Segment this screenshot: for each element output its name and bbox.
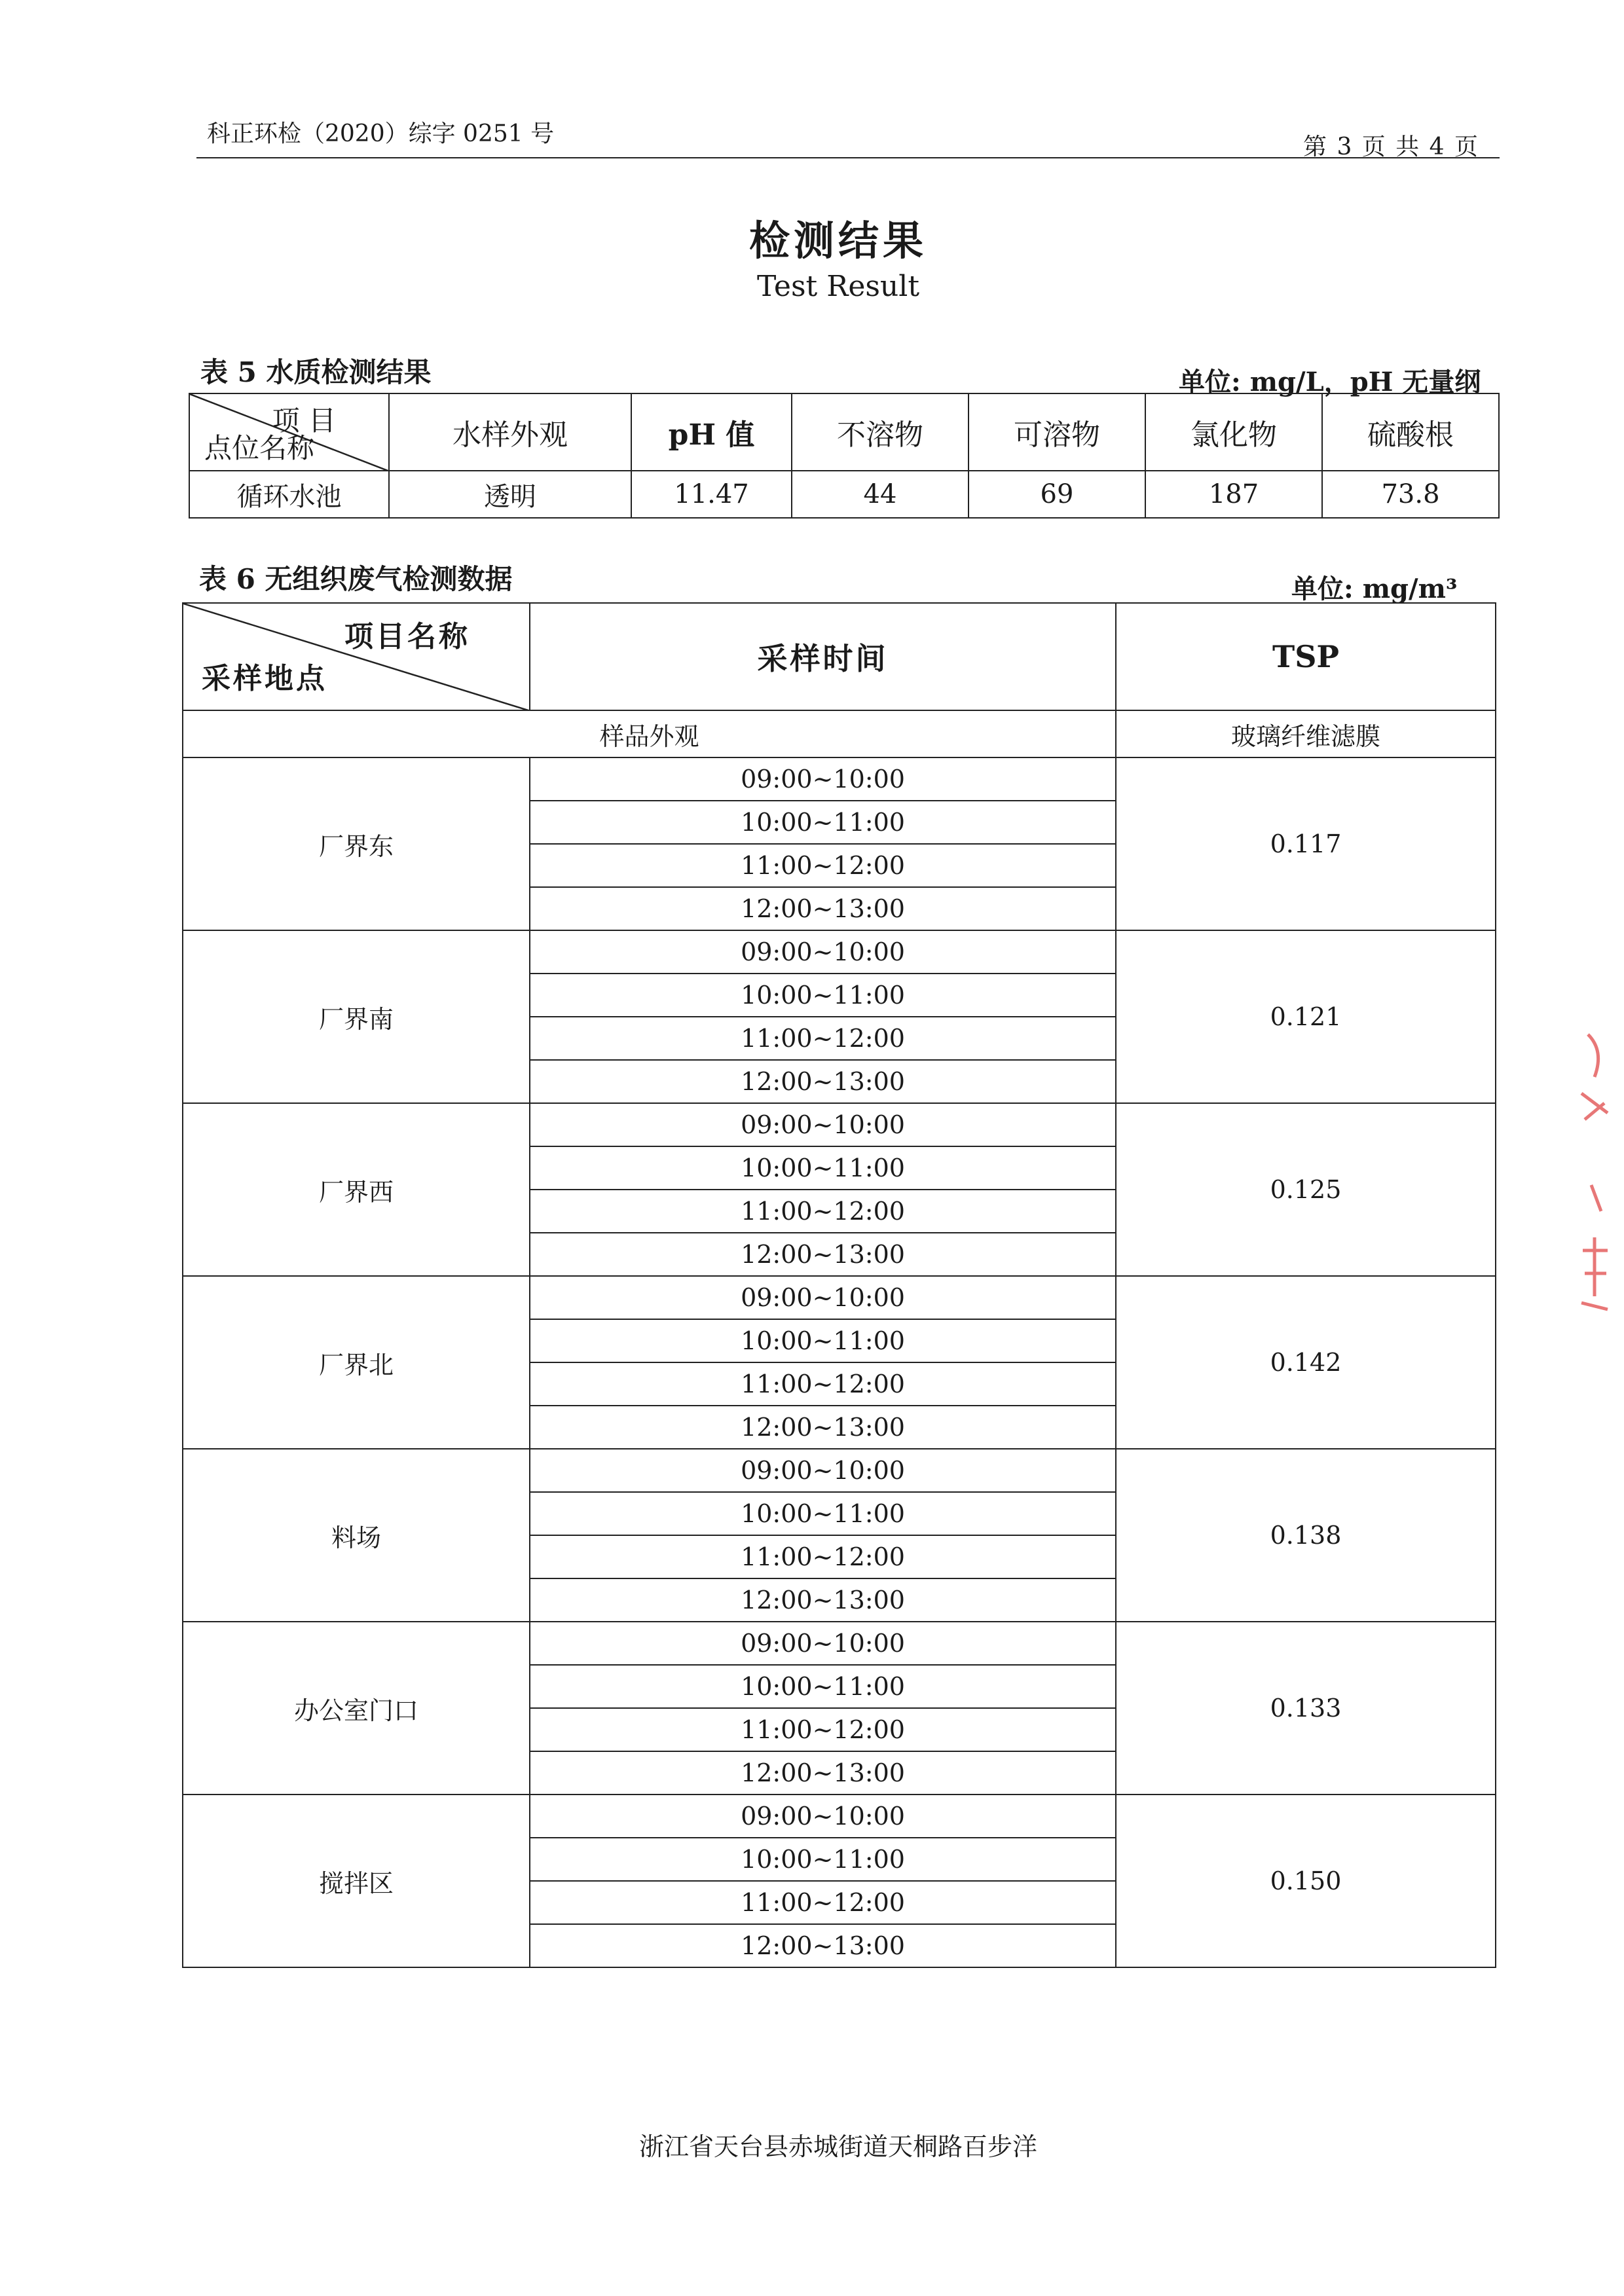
time-cell: 11:00~12:00 — [530, 1881, 1116, 1924]
time-cell: 10:00~11:00 — [530, 801, 1116, 844]
diag-item-label: 项 目 — [272, 405, 336, 437]
site-cell: 料场 — [183, 1449, 530, 1622]
table5-cell: 69 — [969, 471, 1145, 518]
water-quality-table — [189, 393, 1500, 519]
time-cell: 10:00~11:00 — [530, 1665, 1116, 1708]
page-title: 检测结果 — [748, 217, 927, 264]
table6-diagonal-header — [183, 603, 530, 710]
table-row — [183, 1622, 1496, 1665]
table5-cell: 11.47 — [631, 471, 792, 518]
time-cell: 10:00~11:00 — [530, 974, 1116, 1017]
time-cell: 09:00~10:00 — [530, 930, 1116, 974]
time-cell: 11:00~12:00 — [530, 1535, 1116, 1578]
time-cell: 11:00~12:00 — [530, 1362, 1116, 1406]
time-cell: 11:00~12:00 — [530, 1190, 1116, 1233]
tsp-value: 0.142 — [1116, 1276, 1496, 1449]
seal-stamp-fragment — [1568, 1015, 1614, 1322]
table5-data-row — [189, 471, 1499, 518]
table5-col-header: 氯化物 — [1145, 393, 1322, 471]
table5-col-header: 硫酸根 — [1322, 393, 1499, 471]
table6-caption: 表 6 无组织废气检测数据 — [199, 563, 513, 595]
tsp-value: 0.138 — [1116, 1449, 1496, 1622]
time-cell: 09:00~10:00 — [530, 1103, 1116, 1146]
table5-header-row — [189, 393, 1499, 471]
time-cell: 09:00~10:00 — [530, 1622, 1116, 1665]
page-indicator: 第 3 页 共 4 页 — [1303, 134, 1480, 160]
site-cell: 厂界北 — [183, 1276, 530, 1449]
site-cell: 厂界西 — [183, 1103, 530, 1276]
table-row — [183, 1103, 1496, 1146]
time-cell: 12:00~13:00 — [530, 1060, 1116, 1103]
time-cell: 12:00~13:00 — [530, 1751, 1116, 1795]
table5-col-header: 可溶物 — [969, 393, 1145, 471]
time-cell: 10:00~11:00 — [530, 1146, 1116, 1190]
header-rule — [196, 157, 1500, 158]
time-cell: 09:00~10:00 — [530, 1449, 1116, 1492]
time-cell: 11:00~12:00 — [530, 844, 1116, 887]
table-row — [183, 930, 1496, 974]
table5-col-header: 不溶物 — [792, 393, 969, 471]
document-number: 科正环检（2020）综字 0251 号 — [207, 120, 555, 147]
site-cell: 厂界南 — [183, 930, 530, 1103]
diag-site-label: 采样地点 — [202, 662, 327, 695]
tsp-value: 0.150 — [1116, 1795, 1496, 1967]
fugitive-emission-table — [182, 602, 1496, 1968]
table-row — [183, 1276, 1496, 1319]
table6-header-row — [183, 603, 1496, 710]
table5-col-header: 水样外观 — [389, 393, 631, 471]
footer-address: 浙江省天台县赤城街道天桐路百步洋 — [638, 2132, 1037, 2161]
time-cell: 12:00~13:00 — [530, 887, 1116, 930]
time-cell: 11:00~12:00 — [530, 1017, 1116, 1060]
table5-cell: 44 — [792, 471, 969, 518]
appearance-label: 样品外观 — [183, 710, 1116, 757]
table5-cell: 透明 — [389, 471, 631, 518]
diag-site-label: 点位名称 — [204, 432, 315, 464]
time-cell: 12:00~13:00 — [530, 1233, 1116, 1276]
tsp-value: 0.117 — [1116, 757, 1496, 930]
table5-site: 循环水池 — [189, 471, 389, 518]
table6-unit: 单位: mg/m³ — [1291, 574, 1458, 604]
table-row — [183, 1449, 1496, 1492]
tsp-value: 0.121 — [1116, 930, 1496, 1103]
table5-cell: 187 — [1145, 471, 1322, 518]
site-cell: 搅拌区 — [183, 1795, 530, 1967]
table5-col-header: pH 值 — [631, 393, 792, 471]
time-cell: 09:00~10:00 — [530, 757, 1116, 801]
tsp-value: 0.125 — [1116, 1103, 1496, 1276]
table5-cell: 73.8 — [1322, 471, 1499, 518]
time-cell: 09:00~10:00 — [530, 1276, 1116, 1319]
col-header-tsp: TSP — [1116, 603, 1496, 710]
time-cell: 10:00~11:00 — [530, 1319, 1116, 1362]
time-cell: 10:00~11:00 — [530, 1838, 1116, 1881]
time-cell: 12:00~13:00 — [530, 1578, 1116, 1622]
table5-caption: 表 5 水质检测结果 — [200, 356, 432, 388]
diag-item-label: 项目名称 — [344, 620, 470, 653]
time-cell: 11:00~12:00 — [530, 1708, 1116, 1751]
site-cell: 办公室门口 — [183, 1622, 530, 1795]
time-cell: 09:00~10:00 — [530, 1795, 1116, 1838]
appearance-row — [183, 710, 1496, 757]
page-subtitle: Test Result — [756, 270, 920, 303]
site-cell: 厂界东 — [183, 757, 530, 930]
time-cell: 12:00~13:00 — [530, 1924, 1116, 1967]
appearance-value: 玻璃纤维滤膜 — [1116, 710, 1496, 757]
tsp-value: 0.133 — [1116, 1622, 1496, 1795]
time-cell: 10:00~11:00 — [530, 1492, 1116, 1535]
table-row — [183, 1795, 1496, 1838]
table5-unit: 单位: mg/L，pH 无量纲 — [1179, 367, 1481, 397]
table-row — [183, 757, 1496, 801]
col-header-sampling-time: 采样时间 — [530, 603, 1116, 710]
table5-diagonal-header — [189, 393, 389, 471]
time-cell: 12:00~13:00 — [530, 1406, 1116, 1449]
